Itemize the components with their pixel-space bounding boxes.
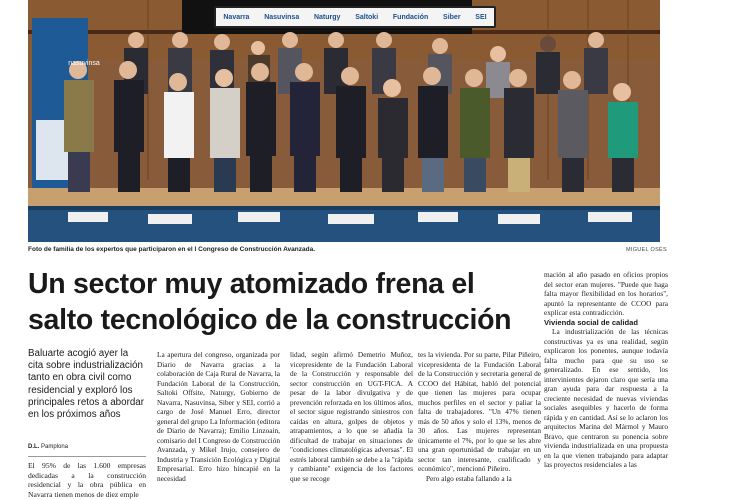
byline-author: D.L. — [28, 444, 40, 450]
group-photo-illustration — [28, 0, 660, 242]
photo-credit: MIGUEL OSÉS — [626, 247, 667, 253]
banner-item: Siber — [443, 13, 461, 21]
paragraph: tes la vivienda. Por su parte, Pilar Piñeiro, vicepresidenta de la Fundación Laboral de la Construcción y secretaria general de CCOO del Hábitat, habló del potencial que tienen las mujeres para ocupar muchos perfiles en el sector y paliar la falta de trabajadores. "Un 47% tienen más de 50 años y solo el 13%, menos de 30 años. Las mujeres representan únicamente el 7%, por lo que se les abre una gran oportunidad de trabajar en un sector tan interesante, cualificado y económico", mencionó Piñeiro. — [418, 350, 541, 473]
screen-sponsor-banner — [214, 6, 496, 28]
banner-item: Navarra — [223, 13, 250, 21]
banner-item: Saltoki — [355, 13, 379, 21]
article-column-1 — [157, 350, 280, 500]
banner-item: Fundación — [392, 13, 429, 21]
headline-line-1: Un sector muy atomizado frena el — [28, 268, 475, 300]
deck-summary: Baluarte acogió ayer la cita sobre industrialización tanto en obra civil como residencial y exploró los principales retos a abordar en los próximos años — [28, 348, 144, 421]
paragraph: La industrialización de las técnicas constructivas ya es una realidad, según explicaron los ponentes, aunque todavía falta mucho para que su uso se generalizado. En ese sentido, los intervinientes dejaron claro que sería una gran ayuda para dar respuesta a la creciente necesidad de nuevas viviendas sociales asequibles y hacerlo de forma rápida y en cantidad. Así se lo aclaron los arquitectos Marina del Mármol y Mauro Bravo, que centraron su ponencia sobre vivienda industrializada en una propuesta en la que vienen trabajando para adaptar las proyectos residenciales a las — [544, 327, 668, 469]
banner-item: Nasuvinsa — [264, 13, 300, 21]
paragraph: Pero algo estaba fallando a la — [426, 473, 512, 483]
article-column-4 — [544, 270, 668, 500]
photo-caption: Foto de familia de los expertos que participaron en el I Congreso de Construcción Avanzada. — [28, 246, 316, 253]
banner-item: Naturgy — [313, 13, 341, 21]
headline-line-2: salto tecnológico de la construcción — [28, 304, 512, 336]
group-photo — [28, 0, 660, 242]
paragraph: La apertura del congreso, organizada por Diario de Navarra gracias a la colaboración de Caja Rural de Navarra, la Fundación Laboral de la Construcción, Saltoki Offsite, Naturgy, Gobierno de Navarra, Nasuvinsa, Siber y SEI, corrió a cargo de José Manuel Erro, director general del grupo La Información (editora de Diario de Navarra); Emilio Linzoain, comisario del I Congreso de Construcción Avanzada, y Mikel Irujo, consejero de Industria y Transición Ecológica y Digital Empresarial. Erro hizo hincapié en la necesidad — [157, 350, 280, 483]
banner-item: SEI — [475, 13, 487, 21]
subhead: Vivienda social de calidad — [544, 317, 638, 327]
paragraph: lidad, según afirmó Demetrio Muñoz, vicepresidente de la Fundación Laboral de la Construcción y responsable del sector construcción en UGT-FICA. A pesar de la labor divulgativa y de prevención reforzada en los últimos años, el sector sigue registrando siniestros con caídas en altura, golpes de objetos y atrapamientos, a lo que se añadía la dificultad de trabajar en situaciones de "condiciones climatológicas adversas". El estrés laboral también se debe a la "rápida y cambiante" exigencia de los factores que se recoge — [290, 350, 413, 483]
article-column-3 — [418, 350, 541, 500]
divider — [28, 456, 146, 457]
byline-place: Pamplona — [41, 444, 69, 450]
lead-paragraph: El 95% de las 1.600 empresas dedicadas a la construcción residencial y la obra pública en Navarra tienen menos de diez emple — [28, 461, 146, 499]
byline — [28, 444, 68, 450]
paragraph: mación al año pasado en oficios propios del sector eran mujeres. "Puede que haga falta mayor flexibilidad en los horarios", apuntó la representante de CCOO para explicar esta contradicción. — [544, 270, 668, 317]
article-column-2 — [290, 350, 413, 500]
headline — [28, 266, 538, 338]
nasuvinsa-logo: nasuvinsa — [68, 60, 100, 67]
